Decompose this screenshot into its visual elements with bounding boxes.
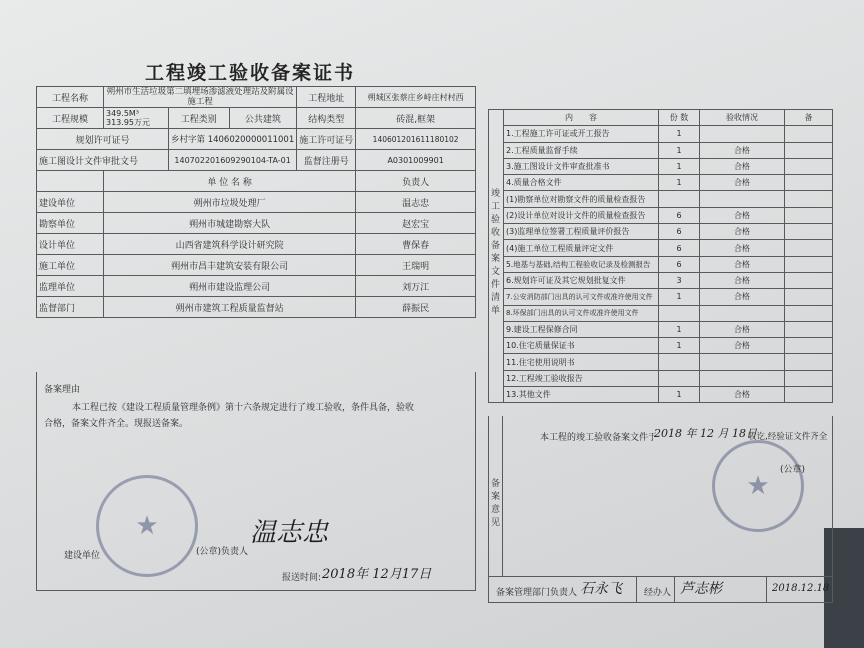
table-row [489,354,833,370]
construction-permit-label: 施工许可证号 [297,129,356,150]
remark-header: 备 [785,110,833,126]
unit-name-header: 单 位 名 称 [104,171,356,192]
unit-person: 赵宏宝 [356,213,476,234]
reason-text-2: 合格，备案文件齐全。现报送备案。 [44,419,189,429]
table-row [489,191,833,207]
table-row [37,192,476,213]
doc-status: 合格 [700,207,785,223]
registration-label: 监督注册号 [297,150,356,171]
table-row [489,142,833,158]
doc-status: 合格 [700,240,785,256]
date-label: 报送时间: [282,573,322,583]
doc-content: 1.工程施工许可证或开工报告 [504,126,659,142]
table-row [37,297,476,318]
table-row [489,370,833,386]
table-row [37,213,476,234]
unit-role: 监理单位 [37,276,104,297]
doc-remark [785,289,833,305]
doc-remark [785,305,833,321]
doc-copies: 1 [659,126,700,142]
table-row [489,224,833,240]
scale-value-1: 349.5M³ [106,109,140,118]
reason-label: 备案理由 [44,385,81,395]
doc-content: 2.工程质量监督手续 [504,142,659,158]
opinion-date: 2018 年 12 月 18日 [654,427,757,440]
doc-status: 合格 [700,321,785,337]
doc-content: (2)设计单位对设计文件的质量检查报告 [504,207,659,223]
doc-copies: 1 [659,387,700,403]
seal-label: (公章) [780,465,806,475]
footer-label: 备案管理部门负责人 [496,588,578,598]
table-row [37,255,476,276]
unit-person: 王瑞明 [356,255,476,276]
doc-remark [785,207,833,223]
doc-content: 13.其他文件 [504,387,659,403]
footer-divider-2 [674,576,675,602]
table-row [37,234,476,255]
unit-person: 曹保春 [356,234,476,255]
project-name-value: 朔州市生活垃圾第二填埋场渗滤液处理站及附属设施工程 [104,87,297,108]
table-row [489,387,833,403]
unit-name: 山西省建筑科学设计研究院 [104,234,356,255]
doc-copies: 1 [659,142,700,158]
reason-text-1: 本工程已按《建设工程质量管理条例》第十六条规定进行了竣工验收，条件具备，验收 [72,403,415,413]
content-header: 内 容 [504,110,659,126]
project-name-label: 工程名称 [37,87,104,108]
table-row [489,289,833,305]
signature-builder: 温志忠 [250,518,329,548]
doc-remark [785,338,833,354]
doc-copies: 3 [659,272,700,288]
table-row [489,305,833,321]
doc-content: 12.工程竣工验收报告 [504,370,659,386]
table-row [489,338,833,354]
type-label: 工程类别 [169,108,230,129]
doc-copies: 1 [659,338,700,354]
doc-status: 合格 [700,272,785,288]
doc-remark [785,224,833,240]
unit-role: 勘察单位 [37,213,104,234]
doc-status [700,126,785,142]
doc-status [700,370,785,386]
plan-permit-label: 规划许可证号 [37,129,169,150]
doc-status [700,354,785,370]
unit-person: 薛振民 [356,297,476,318]
doc-remark [785,142,833,158]
construction-permit-value: 140601201611180102 [356,129,476,150]
table-row [489,321,833,337]
copies-header: 份 数 [659,110,700,126]
star-icon: ★ [746,471,770,501]
doc-remark [785,191,833,207]
opinion-suffix: 收讫,经验证文件齐全 [748,432,828,442]
table-row [489,126,833,142]
doc-status: 合格 [700,175,785,191]
structure-label: 结构类型 [297,108,356,129]
sign-suffix: (公章)负责人 [196,547,249,557]
doc-content: 10.住宅质量保证书 [504,338,659,354]
unit-name: 朔州市昌丰建筑安装有限公司 [104,255,356,276]
doc-copies: 1 [659,175,700,191]
page-title: 工程竣工验收备案证书 [145,62,356,84]
scale-label: 工程规模 [37,108,104,129]
unit-role: 施工单位 [37,255,104,276]
doc-status: 合格 [700,158,785,174]
doc-content: 5.地基与基础,结构工程验收记录及检测报告 [504,256,659,272]
opinion-divider [502,416,503,576]
table-row [489,175,833,191]
doc-copies: 1 [659,158,700,174]
doc-copies: 6 [659,256,700,272]
doc-copies [659,191,700,207]
plan-permit-value: 乡村字第 1406020000011001 [169,129,297,150]
table-row [37,276,476,297]
doc-copies: 1 [659,321,700,337]
status-header: 验收情况 [700,110,785,126]
footer-date: 2018.12.18 [772,583,830,594]
unit-name: 朔州市建筑工程质量监督站 [104,297,356,318]
table-row [489,272,833,288]
footer-signature-2: 芦志彬 [680,581,722,597]
doc-remark [785,387,833,403]
document-list-side-label: 竣工验收备案文件清单 [491,189,501,316]
address-value: 朔城区张蔡庄乡峙庄村村西 [356,87,476,108]
structure-value: 砖混,框架 [356,108,476,129]
doc-status: 合格 [700,338,785,354]
table-row [489,240,833,256]
doc-content: 6.规划许可证及其它规划批复文件 [504,272,659,288]
official-seal-right [712,440,804,532]
doc-content: 11.住宅使用说明书 [504,354,659,370]
doc-remark [785,175,833,191]
star-icon: ★ [135,511,159,541]
type-value: 公共建筑 [229,108,297,129]
drawing-review-value: 140702201609290104-TA-01 [169,150,297,171]
scale-value-2: 313.95万元 [106,118,150,127]
doc-status: 合格 [700,142,785,158]
document-list-side-cell [489,110,504,403]
doc-remark [785,256,833,272]
doc-remark [785,370,833,386]
official-seal-left [96,475,198,577]
unit-role: 监督部门 [37,297,104,318]
unit-person: 温志忠 [356,192,476,213]
doc-content: 9.建设工程保修合同 [504,321,659,337]
unit-person: 刘万江 [356,276,476,297]
project-info-table [36,86,476,318]
footer-divider-3 [766,576,767,602]
footer-divider-1 [636,576,637,602]
unit-name: 朔州市建设监理公司 [104,276,356,297]
filing-documents-table [488,109,833,403]
doc-content: (3)监理单位签署工程质量评价报告 [504,224,659,240]
doc-status: 合格 [700,289,785,305]
sign-unit-label: 建设单位 [64,551,101,561]
unit-role-header [37,171,104,192]
doc-content: 8.环保部门出具的认可文件或准许使用文件 [504,305,659,321]
doc-content: 3.施工图设计文件审查批准书 [504,158,659,174]
unit-role: 设计单位 [37,234,104,255]
doc-copies: 6 [659,224,700,240]
footer-handler-label: 经办人 [644,588,672,598]
unit-name: 朔州市垃圾处理厂 [104,192,356,213]
drawing-review-label: 施工图设计文件审批文号 [37,150,169,171]
footer-signature-1: 石永飞 [580,581,622,597]
doc-remark [785,126,833,142]
address-label: 工程地址 [297,87,356,108]
doc-copies: 6 [659,207,700,223]
doc-remark [785,158,833,174]
doc-remark [785,272,833,288]
doc-content: (4)施工单位工程质量评定文件 [504,240,659,256]
doc-status [700,305,785,321]
doc-status [700,191,785,207]
scale-value [104,108,169,129]
doc-content: 4.质量合格文件 [504,175,659,191]
opinion-text: 本工程的竣工验收备案文件于 [540,433,658,443]
opinion-side-label: 备案意见 [491,479,501,528]
table-row [489,256,833,272]
date-value: 2018年 12月17日 [322,567,432,582]
doc-remark [785,240,833,256]
person-header: 负责人 [356,171,476,192]
doc-remark [785,321,833,337]
doc-copies: 6 [659,240,700,256]
table-row [489,207,833,223]
registration-value: A0301009901 [356,150,476,171]
doc-status: 合格 [700,256,785,272]
doc-copies [659,354,700,370]
doc-content: 7.公安消防部门出具的认可文件或准许使用文件 [504,289,659,305]
doc-status: 合格 [700,387,785,403]
doc-status: 合格 [700,224,785,240]
unit-name: 朔州市城建勘察大队 [104,213,356,234]
doc-copies: 1 [659,289,700,305]
doc-content: (1)勘察单位对勘察文件的质量检查报告 [504,191,659,207]
doc-copies [659,305,700,321]
table-row [489,158,833,174]
doc-copies [659,370,700,386]
doc-remark [785,354,833,370]
unit-role: 建设单位 [37,192,104,213]
